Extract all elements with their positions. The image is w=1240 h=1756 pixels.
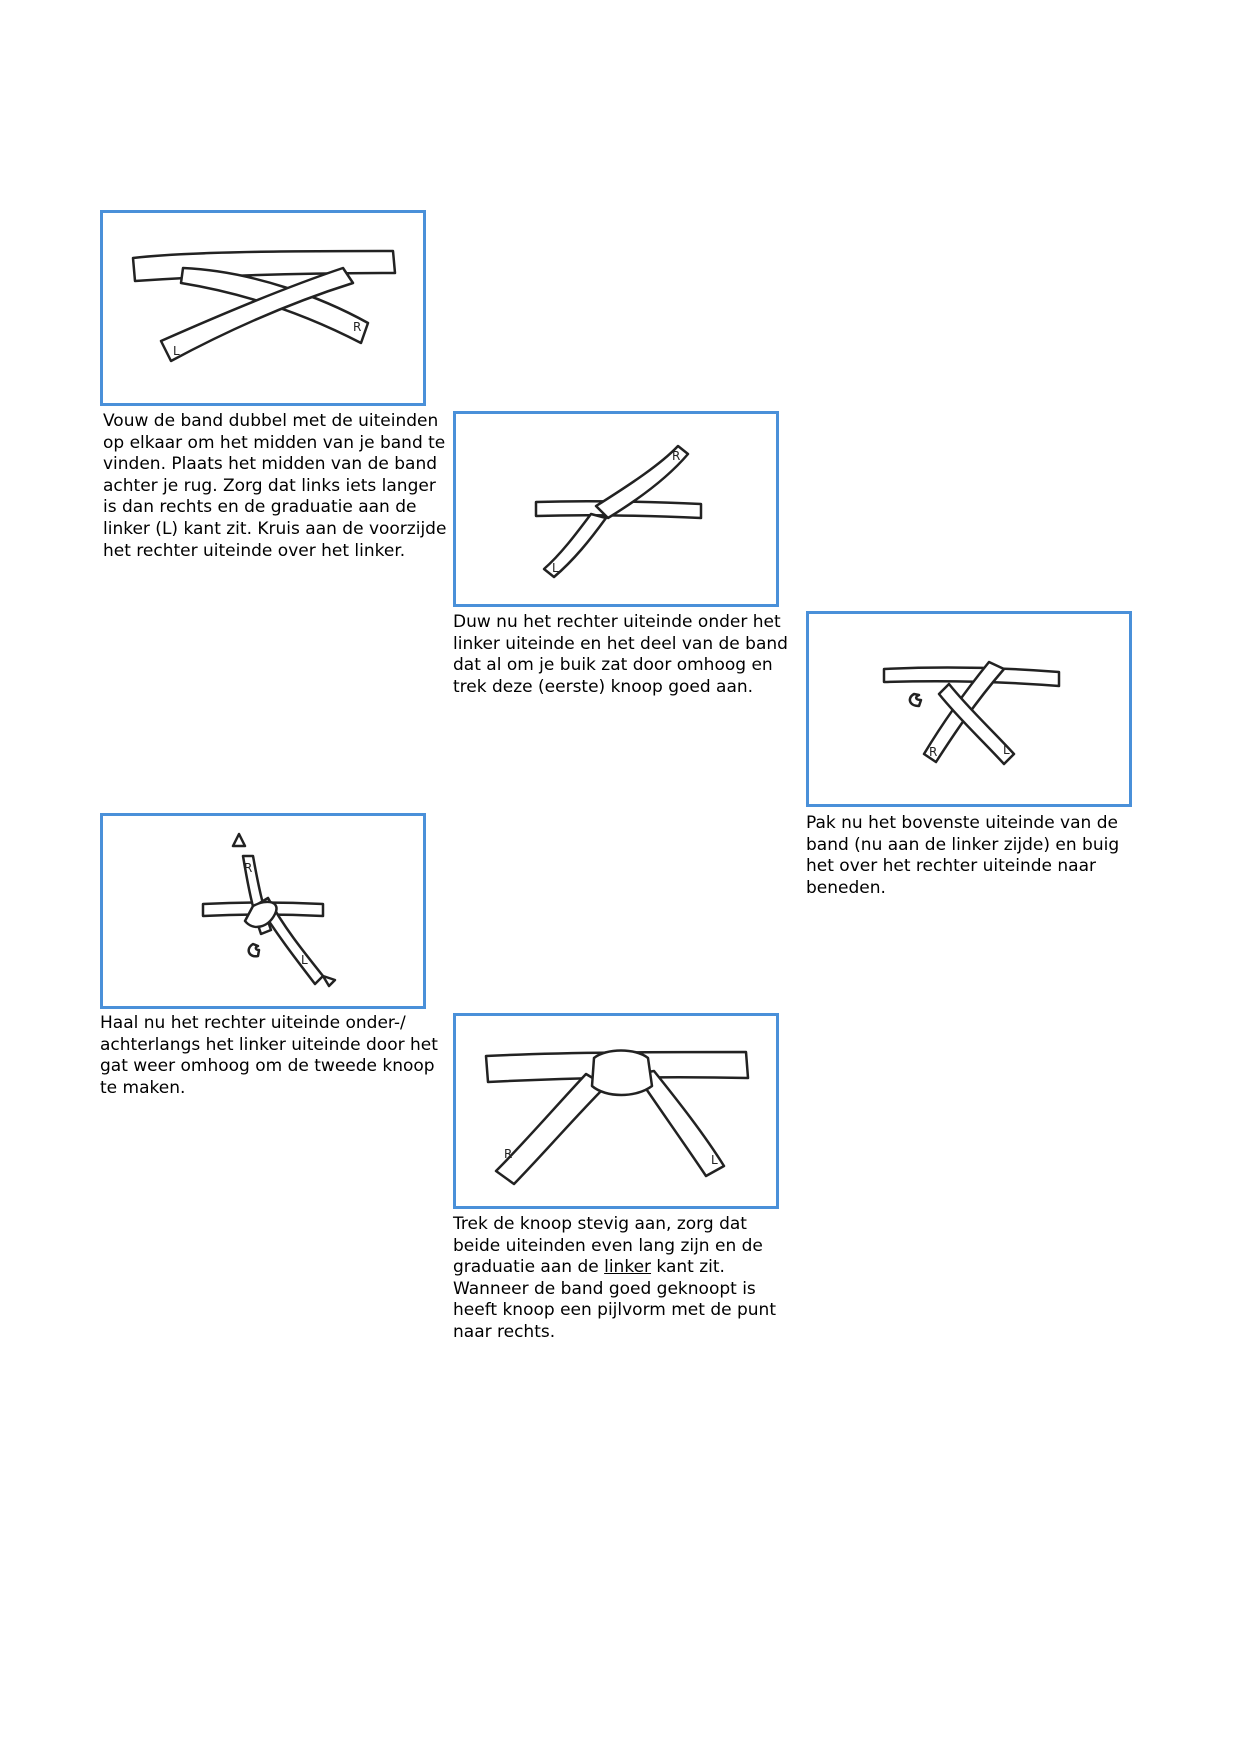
step-3-illustration [806,611,1132,807]
belt-first-knot-illustration [456,414,776,604]
step-1-illustration [100,210,426,406]
step-3-left-label: R [929,745,938,759]
step-1-instruction: Vouw de band dubbel met de uiteinden op elkaar om het midden van je band te vinden. Plaats het midden van de band achter je rug. Zorg dat links iets langer is dan rechts en de graduatie aan de linker (L) kant zit. Kruis aan de voorzijde het rechter uiteinde over het linker. [103,411,447,561]
step-5-text-before: Trek de knoop stevig aan, zorg dat beide uiteinden even lang zijn en de graduatie aan de [453,1214,763,1278]
step-4-illustration [100,813,426,1009]
step-1-right-label: R [353,320,362,334]
step-5-right-label: L [711,1153,718,1167]
step-5-instruction [453,1214,798,1344]
step-2-instruction: Duw nu het rechter uiteinde onder het linker uiteinde en het deel van de band dat al om je buik zat door omhoog en trek deze (eerste) knoop goed aan. [453,612,788,697]
belt-finished-knot-illustration [456,1016,776,1206]
step-2-right-label: R [672,449,681,463]
step-5-illustration [453,1013,779,1209]
belt-fold-over-illustration [809,614,1129,804]
step-5-text-after: kant zit. Wanneer de band goed geknoopt is heeft knoop een pijlvorm met de punt naar rechts. [453,1257,776,1342]
step-5-underlined-word: linker [604,1257,652,1278]
belt-second-knot-illustration [103,816,423,1006]
step-3-right-label: L [1003,743,1010,757]
step-4-left-label: R [244,861,253,875]
step-2-illustration [453,411,779,607]
step-4-right-label: L [301,953,308,967]
step-1-left-label: L [173,344,180,358]
belt-crossed-illustration [103,213,423,403]
step-3-instruction: Pak nu het bovenste uiteinde van de band (nu aan de linker zijde) en buig het over het rechter uiteinde naar beneden. [806,813,1120,898]
step-5-left-label: R [504,1147,513,1161]
step-4-instruction: Haal nu het rechter uiteinde onder-/ achterlangs het linker uiteinde door het gat weer omhoog om de tweede knoop te maken. [100,1013,438,1098]
step-2-left-label: L [552,561,559,575]
